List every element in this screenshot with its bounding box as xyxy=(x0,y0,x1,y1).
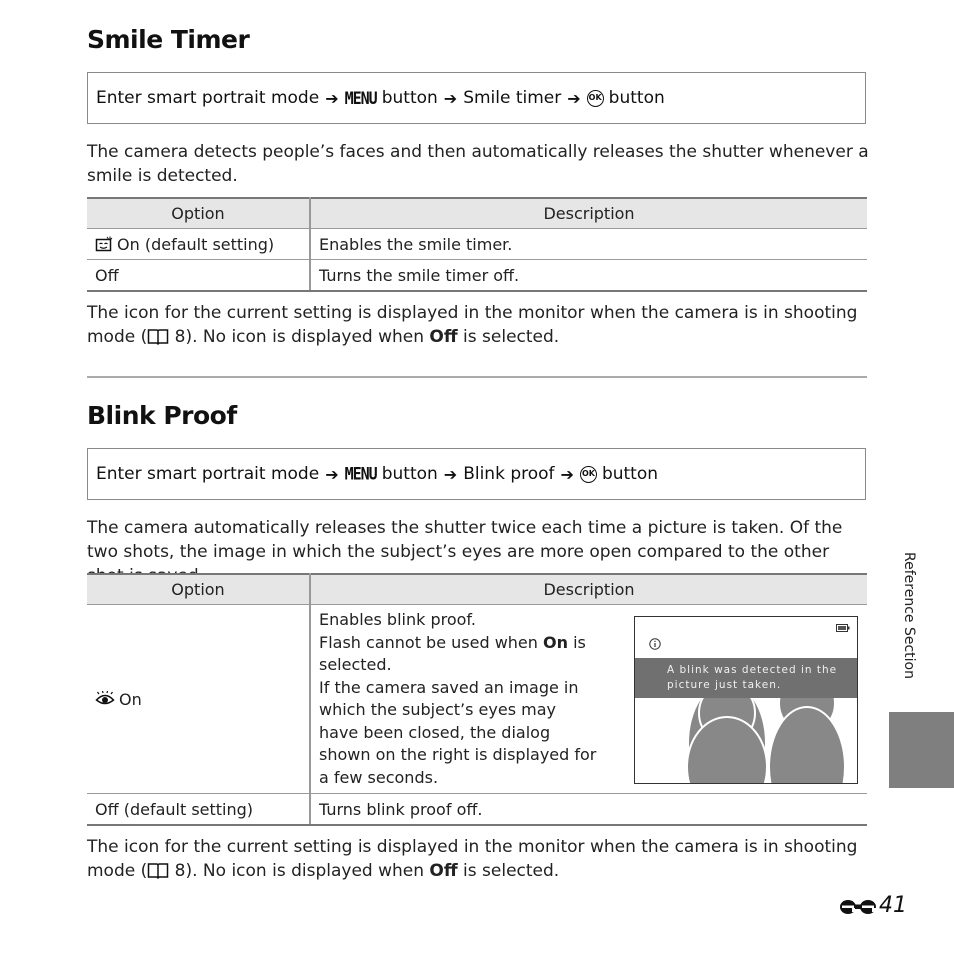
smile-timer-nav-path xyxy=(87,72,866,124)
smile-timer-intro: The camera detects people’s faces and then automatically releases the shutter whenever a smile is detected. xyxy=(87,142,869,186)
table-header-row xyxy=(87,198,867,229)
note-text: The icon for the current setting is displayed in the monitor when the camera is in shooting mode ( xyxy=(87,837,858,881)
smile-timer-note xyxy=(87,301,869,349)
section-tab xyxy=(889,712,954,788)
battery-icon xyxy=(836,624,850,632)
desc-line xyxy=(319,632,599,677)
ok-button-icon: OK xyxy=(580,466,597,483)
nav-step-mode: Enter smart portrait mode xyxy=(96,464,320,484)
header-description: Description xyxy=(310,198,867,229)
option-cell xyxy=(87,229,310,260)
arrow-icon: ➔ xyxy=(443,464,458,484)
note-bold: Off xyxy=(429,861,458,881)
table-row xyxy=(87,229,867,260)
book-icon xyxy=(147,862,169,879)
blink-proof-note xyxy=(87,835,869,883)
subjects-silhouette xyxy=(635,617,858,784)
ok-button-icon: OK xyxy=(587,90,604,107)
option-cell: Off (default setting) xyxy=(87,794,310,826)
nav-step-button: button xyxy=(381,464,438,484)
nav-step-item: Blink proof xyxy=(463,464,555,484)
option-label: On xyxy=(119,689,142,709)
arrow-icon: ➔ xyxy=(325,88,339,108)
desc-text: Flash cannot be used when xyxy=(319,632,543,652)
nav-step-button: button xyxy=(381,88,438,108)
nav-step-ok: button xyxy=(601,464,659,484)
blink-warning-banner: A blink was detected in the picture just taken. xyxy=(635,658,857,698)
blink-proof-heading: Blink Proof xyxy=(87,401,237,430)
desc-line: Enables blink proof. xyxy=(319,610,476,629)
book-icon xyxy=(147,328,169,345)
note-text: ). No icon is displayed when xyxy=(185,327,430,347)
blink-proof-intro: The camera automatically releases the shutter twice each time a picture is taken. Of the two shots, the image in which the subject’s eyes are more open compared to the other xyxy=(87,518,843,562)
reference-section-label: Reference Section xyxy=(901,552,917,679)
option-cell: Off xyxy=(87,260,310,292)
header-option: Option xyxy=(87,198,310,229)
description-cell: Turns blink proof off. xyxy=(310,794,867,826)
blink-proof-nav-path xyxy=(87,448,866,500)
info-icon xyxy=(649,638,661,650)
nav-step-item: Smile timer xyxy=(463,88,562,108)
desc-text: is selected. xyxy=(319,632,586,674)
smile-timer-table xyxy=(87,197,867,292)
blink-description xyxy=(319,607,599,791)
blink-proof-icon xyxy=(95,691,115,707)
note-text: The icon for the current setting is displayed in the monitor when the camera is in shooting mode ( xyxy=(87,303,858,347)
header-option: Option xyxy=(87,574,310,605)
desc-line: If the camera saved an image in which the subject’s eyes may have been closed, the dialog shown on the right is displayed for a few seconds. xyxy=(319,677,597,787)
section-divider xyxy=(87,376,867,378)
arrow-icon: ➔ xyxy=(560,464,574,484)
page-number-text: 41 xyxy=(879,893,907,918)
nav-step-ok: button xyxy=(608,88,665,108)
arrow-icon: ➔ xyxy=(443,88,458,108)
arrow-icon: ➔ xyxy=(325,464,339,484)
e-section-icon xyxy=(838,896,878,916)
note-text: ). No icon is displayed when xyxy=(185,861,430,881)
desc-bold: On xyxy=(543,632,568,652)
arrow-icon: ➔ xyxy=(567,88,581,108)
menu-button-icon: MENU xyxy=(344,463,377,485)
menu-button-icon: MENU xyxy=(344,87,377,109)
nav-step-mode: Enter smart portrait mode xyxy=(96,88,320,108)
table-header-row xyxy=(87,574,867,605)
description-cell: Turns the smile timer off. xyxy=(310,260,867,292)
page-reference: 8 xyxy=(174,327,186,347)
table-row xyxy=(87,794,867,826)
option-cell xyxy=(87,605,310,794)
page-reference: 8 xyxy=(174,861,186,881)
description-cell: Enables the smile timer. xyxy=(310,229,867,260)
smile-timer-icon xyxy=(95,236,113,252)
note-text: is selected. xyxy=(457,327,560,347)
page-number xyxy=(838,893,907,918)
note-bold: Off xyxy=(429,327,458,347)
note-text: is selected. xyxy=(457,861,560,881)
header-description: Description xyxy=(310,574,867,605)
camera-screen-illustration xyxy=(634,616,858,784)
option-label: On (default setting) xyxy=(117,234,275,254)
smile-timer-heading: Smile Timer xyxy=(87,25,250,54)
table-row xyxy=(87,260,867,292)
